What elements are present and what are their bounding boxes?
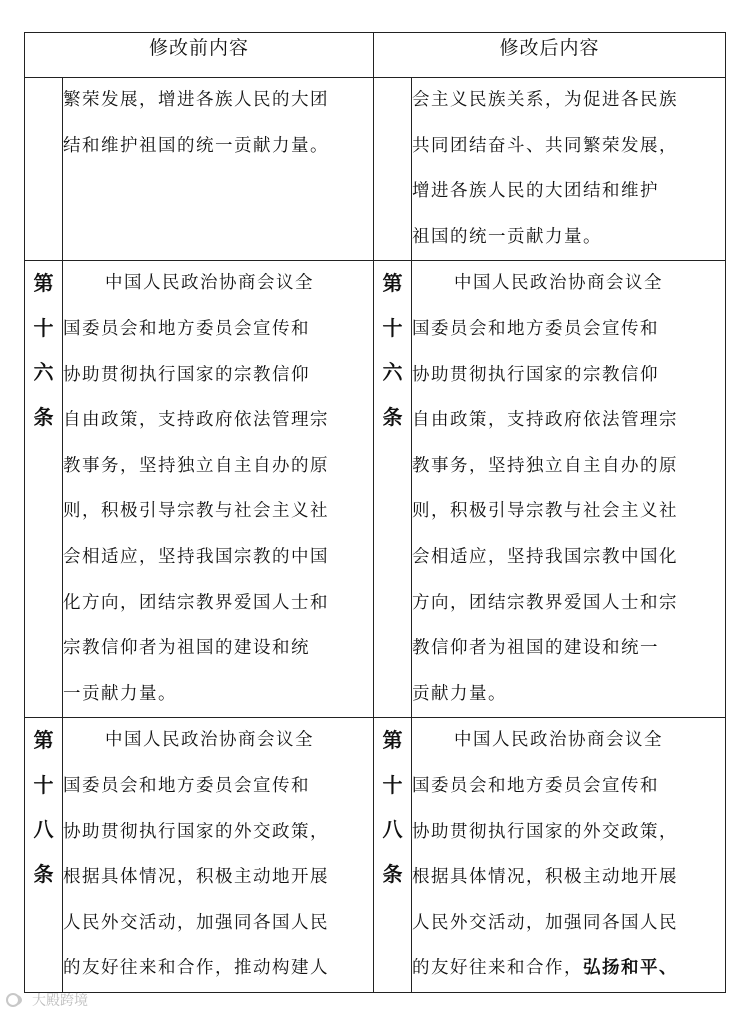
text-line: 中国人民政治协商会议全 bbox=[454, 273, 664, 294]
header-row bbox=[25, 33, 726, 78]
article-label-after bbox=[374, 78, 412, 261]
table-row bbox=[25, 78, 726, 261]
label-char: 八 bbox=[33, 817, 54, 842]
text-line: 则，积极引导宗教与社会主义社 bbox=[63, 501, 329, 522]
text-line: 化方向，团结宗教界爱国人士和 bbox=[63, 592, 329, 613]
text-line: 协助贯彻执行国家的外交政策， bbox=[412, 821, 679, 842]
text-line bbox=[412, 946, 725, 992]
text-line: 繁荣发展，增进各族人民的大团 bbox=[63, 90, 329, 110]
article-label-before bbox=[25, 718, 63, 993]
article-label-after bbox=[374, 261, 412, 718]
text-line: 方向，团结宗教界爱国人士和宗 bbox=[412, 592, 679, 613]
table-row bbox=[25, 261, 726, 718]
label-char: 十 bbox=[382, 315, 403, 340]
label-char: 八 bbox=[382, 817, 403, 842]
text-line: 国委员会和地方委员会宣传和 bbox=[63, 318, 310, 339]
text-line: 国委员会和地方委员会宣传和 bbox=[412, 318, 660, 339]
text-line: 根据具体情况，积极主动地开展 bbox=[63, 867, 329, 888]
label-char: 条 bbox=[33, 861, 54, 886]
header-before: 修改前内容 bbox=[25, 33, 374, 78]
text-line: 自由政策，支持政府依法管理宗 bbox=[412, 410, 679, 431]
brand-logo-icon bbox=[6, 992, 28, 1008]
text-line: 会相适应，坚持我国宗教中国化 bbox=[412, 546, 679, 567]
text-line: 国委员会和地方委员会宣传和 bbox=[63, 775, 310, 796]
label-char: 十 bbox=[33, 315, 54, 340]
text-line: 教信仰者为祖国的建设和统一 bbox=[412, 638, 660, 659]
text-line: 的友好往来和合作，推动构建人 bbox=[63, 958, 329, 979]
label-char: 六 bbox=[33, 360, 54, 385]
text-line: 增进各族人民的大团结和维护 bbox=[412, 181, 660, 202]
table-row bbox=[25, 718, 726, 993]
text-line: 宗教信仰者为祖国的建设和统 bbox=[63, 638, 310, 659]
after-content bbox=[412, 78, 726, 261]
article-label-before bbox=[25, 261, 63, 718]
text-line: 结和维护祖国的统一贡献力量。 bbox=[63, 135, 329, 156]
text-line: 会相适应，坚持我国宗教的中国 bbox=[63, 546, 329, 567]
label-char: 十 bbox=[382, 772, 403, 797]
label-char: 第 bbox=[382, 728, 403, 753]
label-char: 十 bbox=[33, 772, 54, 797]
label-char: 第 bbox=[382, 271, 403, 296]
label-char: 第 bbox=[33, 728, 54, 753]
text-line: 教事务，坚持独立自主自办的原 bbox=[63, 455, 329, 476]
comparison-table bbox=[24, 32, 726, 993]
after-content bbox=[412, 261, 726, 718]
text-line: 中国人民政治协商会议全 bbox=[105, 730, 314, 751]
text-line: 中国人民政治协商会议全 bbox=[454, 730, 664, 751]
label-char: 六 bbox=[382, 360, 403, 385]
label-char: 第 bbox=[33, 271, 54, 296]
header-after: 修改后内容 bbox=[374, 33, 726, 78]
text-line: 人民外交活动，加强同各国人民 bbox=[412, 912, 679, 933]
text-line: 自由政策，支持政府依法管理宗 bbox=[63, 410, 329, 431]
watermark-text: 大殿跨境 bbox=[32, 993, 88, 1009]
label-char: 条 bbox=[382, 861, 403, 886]
text-line: 贡献力量。 bbox=[412, 683, 508, 704]
text-line: 协助贯彻执行国家的宗教信仰 bbox=[412, 364, 660, 385]
text-line: 则，积极引导宗教与社会主义社 bbox=[412, 501, 679, 522]
after-content bbox=[412, 718, 726, 993]
before-content bbox=[63, 718, 374, 993]
text-line: 共同团结奋斗、共同繁荣发展， bbox=[412, 135, 679, 156]
article-label-after bbox=[374, 718, 412, 993]
text-line: 中国人民政治协商会议全 bbox=[105, 273, 314, 294]
text-line: 会主义民族关系，为促进各民族 bbox=[412, 90, 679, 110]
text-line: 教事务，坚持独立自主自办的原 bbox=[412, 455, 679, 476]
watermark bbox=[6, 990, 88, 1010]
text-line: 国委员会和地方委员会宣传和 bbox=[412, 775, 660, 796]
article-label-before bbox=[25, 78, 63, 261]
text-line: 协助贯彻执行国家的外交政策， bbox=[63, 821, 329, 842]
before-content bbox=[63, 261, 374, 718]
text-line: 协助贯彻执行国家的宗教信仰 bbox=[63, 364, 310, 385]
bold-amendment-text: 弘扬和平、 bbox=[583, 958, 679, 979]
before-content bbox=[63, 78, 374, 261]
text-segment: 的友好往来和合作， bbox=[412, 958, 584, 979]
text-line: 根据具体情况，积极主动地开展 bbox=[412, 867, 679, 888]
text-line: 一贡献力量。 bbox=[63, 683, 177, 704]
label-char: 条 bbox=[382, 404, 403, 429]
label-char: 条 bbox=[33, 404, 54, 429]
text-line: 祖国的统一贡献力量。 bbox=[412, 226, 603, 247]
text-line: 人民外交活动，加强同各国人民 bbox=[63, 912, 329, 933]
